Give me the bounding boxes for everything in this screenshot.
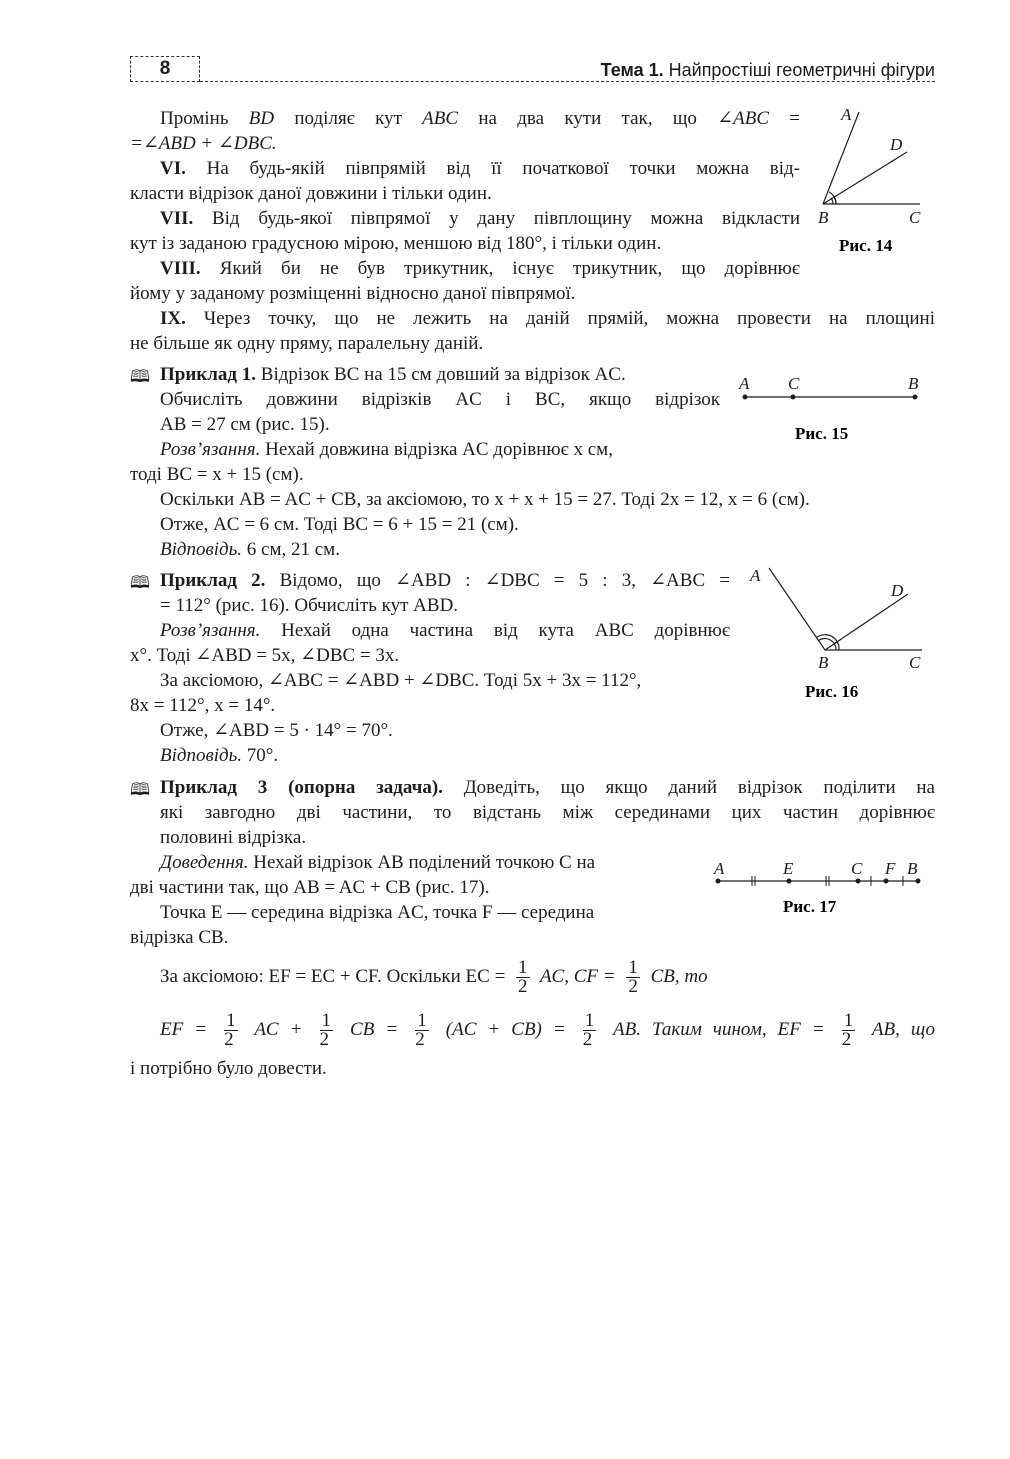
example1-line-4: Розв’язання. Нехай довжина відрізка AC дорівнює x см, xyxy=(160,439,613,460)
fig14-label-d: D xyxy=(890,135,903,154)
example1-line-2: Обчисліть довжини відрізків AC і BC, якщо відрізок xyxy=(160,389,720,410)
intro-line-1: Промінь BD поділяє кут ABC на два кути так, що ∠ABC = xyxy=(160,108,800,129)
example1-line-1: Приклад 1. Відрізок BC на 15 см довший за відрізок AC. xyxy=(160,364,626,385)
fig15-point-a xyxy=(743,395,748,400)
axiom-vii-line-1: VII. Від будь-якої півпрямої у дану півплощину можна відкласти xyxy=(160,208,800,229)
fig17-point-a xyxy=(716,879,721,884)
fraction-half: $\frac{1}{2}$ xyxy=(224,1010,236,1051)
page-number: 8 xyxy=(159,58,171,79)
fraction-half: $\frac{1}{2}$ xyxy=(518,957,528,998)
example1-line-7: Отже, AC = 6 см. Тоді BC = 6 + 15 = 21 (см). xyxy=(160,514,519,535)
formula-line-1: За аксіомою: EF = EC + CF. Оскільки EC = $\frac{1}{2}$ AC, CF = $\frac{1}{2}$ CB, то xyxy=(160,957,708,998)
formula-line-2: EF = $\frac{1}{2}$ AC + $\frac{1}{2}$ CB = $\frac{1}{2}$ (AC + CB) = $\frac{1}{2}$ AB. Таким чином, EF = $\frac{1}{2}$ AB, що xyxy=(160,1010,936,1051)
page-header xyxy=(130,56,935,84)
fig16-label-b: B xyxy=(818,653,829,672)
fig17-point-b xyxy=(916,879,921,884)
fig16-label-d: D xyxy=(891,581,904,600)
example2-line-3: Розв’язання. Нехай одна частина від кута ABC дорівнює xyxy=(160,620,730,641)
fig17-label-c: C xyxy=(851,859,863,878)
fig14-label-a: A xyxy=(841,105,852,124)
example3-line-7: відрізка CB. xyxy=(130,927,229,948)
fig17-point-c xyxy=(856,879,861,884)
book-icon: 🕮 xyxy=(130,780,151,800)
fig15-label-a: A xyxy=(739,374,750,393)
fraction-half: $\frac{1}{2}$ xyxy=(415,1010,427,1051)
axiom-vi-line-2: класти відрізок даної довжини і тільки один. xyxy=(130,183,492,204)
topic-title: Найпростіші геометричні фігури xyxy=(668,60,935,80)
example3-line-4: Доведення. Нехай відрізок AB поділений точкою C на xyxy=(160,852,596,873)
fig14-caption: Рис. 14 xyxy=(839,236,893,255)
axiom-ix-line-2: не більше як одну пряму, паралельну даній. xyxy=(130,333,484,354)
example2-line-1: Приклад 2. Відомо, що ∠ABD : ∠DBC = 5 : 3, ∠ABC = xyxy=(160,570,730,591)
topic-label: Тема 1. xyxy=(600,60,664,80)
axiom-vi-line-1: VI. На будь-якій півпрямій від її початкової точки можна від- xyxy=(160,158,800,179)
fig14-label-c: C xyxy=(909,208,921,227)
fig17-point-f xyxy=(884,879,889,884)
figure-14 xyxy=(810,100,940,260)
fig17-label-a: A xyxy=(714,859,725,878)
header-rule xyxy=(200,81,935,82)
fig16-caption: Рис. 16 xyxy=(805,682,859,701)
fig16-label-c: C xyxy=(909,653,921,672)
intro-line-2: =∠ABD + ∠DBC. xyxy=(130,133,277,154)
example1-line-6: Оскільки AB = AC + CB, за аксіомою, то x + x + 15 = 27. Тоді 2x = 12, x = 6 (см). xyxy=(160,489,810,510)
book-icon: 🕮 xyxy=(130,573,151,593)
example1-line-3: AB = 27 см (рис. 15). xyxy=(160,414,330,435)
axiom-viii-line-2: йому у заданому розміщенні відносно даної півпрямої. xyxy=(130,283,576,304)
fig15-caption: Рис. 15 xyxy=(795,424,849,443)
fraction-half: $\frac{1}{2}$ xyxy=(319,1010,332,1051)
example2-line-5: За аксіомою, ∠ABC = ∠ABD + ∠DBC. Тоді 5x + 3x = 112°, xyxy=(160,670,642,691)
axiom-ix-line-1: IX. Через точку, що не лежить на даній прямій, можна провести на площині xyxy=(160,308,935,329)
example2-line-2: = 112° (рис. 16). Обчисліть кут ABD. xyxy=(160,595,459,616)
example3-line-1: Приклад 3 (опорна задача). Доведіть, що якщо даний відрізок поділити на xyxy=(160,777,935,798)
fig15-label-c: C xyxy=(788,374,800,393)
axiom-viii-line-1: VIII. Який би не був трикутник, існує трикутник, що дорівнює xyxy=(160,258,800,279)
figure-15 xyxy=(735,370,935,450)
example2-line-7: Отже, ∠ABD = 5 · 14° = 70°. xyxy=(160,720,393,741)
fig17-label-b: B xyxy=(907,859,918,878)
fig15-label-b: B xyxy=(908,374,919,393)
example2-line-6: 8x = 112°, x = 14°. xyxy=(130,695,276,716)
fig17-label-e: E xyxy=(783,859,794,878)
example3-line-2: які завгодно дві частини, то відстань між серединами цих частин дорівнює xyxy=(160,802,935,823)
example3-line-5: дві частини так, що AB = AC + CB (рис. 17). xyxy=(130,877,490,898)
example3-line-3: половині відрізка. xyxy=(160,827,307,848)
example2-answer: Відповідь. 70°. xyxy=(160,745,279,766)
fraction-half: $\frac{1}{2}$ xyxy=(841,1010,854,1051)
fig17-caption: Рис. 17 xyxy=(783,897,837,916)
header-title xyxy=(601,58,935,82)
fig15-point-c xyxy=(791,395,796,400)
fig17-point-e xyxy=(787,879,792,884)
example2-line-4: x°. Тоді ∠ABD = 5x, ∠DBC = 3x. xyxy=(130,645,400,666)
fraction-half: $\frac{1}{2}$ xyxy=(582,1010,595,1051)
figure-16 xyxy=(745,560,935,710)
book-icon: 🕮 xyxy=(130,367,151,387)
example1-line-5: тоді BC = x + 15 (см). xyxy=(130,464,304,485)
fig17-label-f: F xyxy=(885,859,896,878)
page-number-box xyxy=(130,56,200,82)
fraction-half: $\frac{1}{2}$ xyxy=(628,957,638,998)
fig15-point-b xyxy=(913,395,918,400)
example3-conclusion: і потрібно було довести. xyxy=(130,1058,327,1079)
fig14-label-b: B xyxy=(818,208,829,227)
example1-answer: Відповідь. 6 см, 21 см. xyxy=(160,539,340,560)
fig16-label-a: A xyxy=(750,566,761,585)
fig14-drawing xyxy=(823,112,920,204)
example3-line-6: Точка E — середина відрізка AC, точка F — середина xyxy=(160,902,595,923)
figure-17 xyxy=(710,855,935,925)
axiom-vii-line-2: кут із заданою градусною мірою, меншою від 180°, і тільки один. xyxy=(130,233,662,254)
